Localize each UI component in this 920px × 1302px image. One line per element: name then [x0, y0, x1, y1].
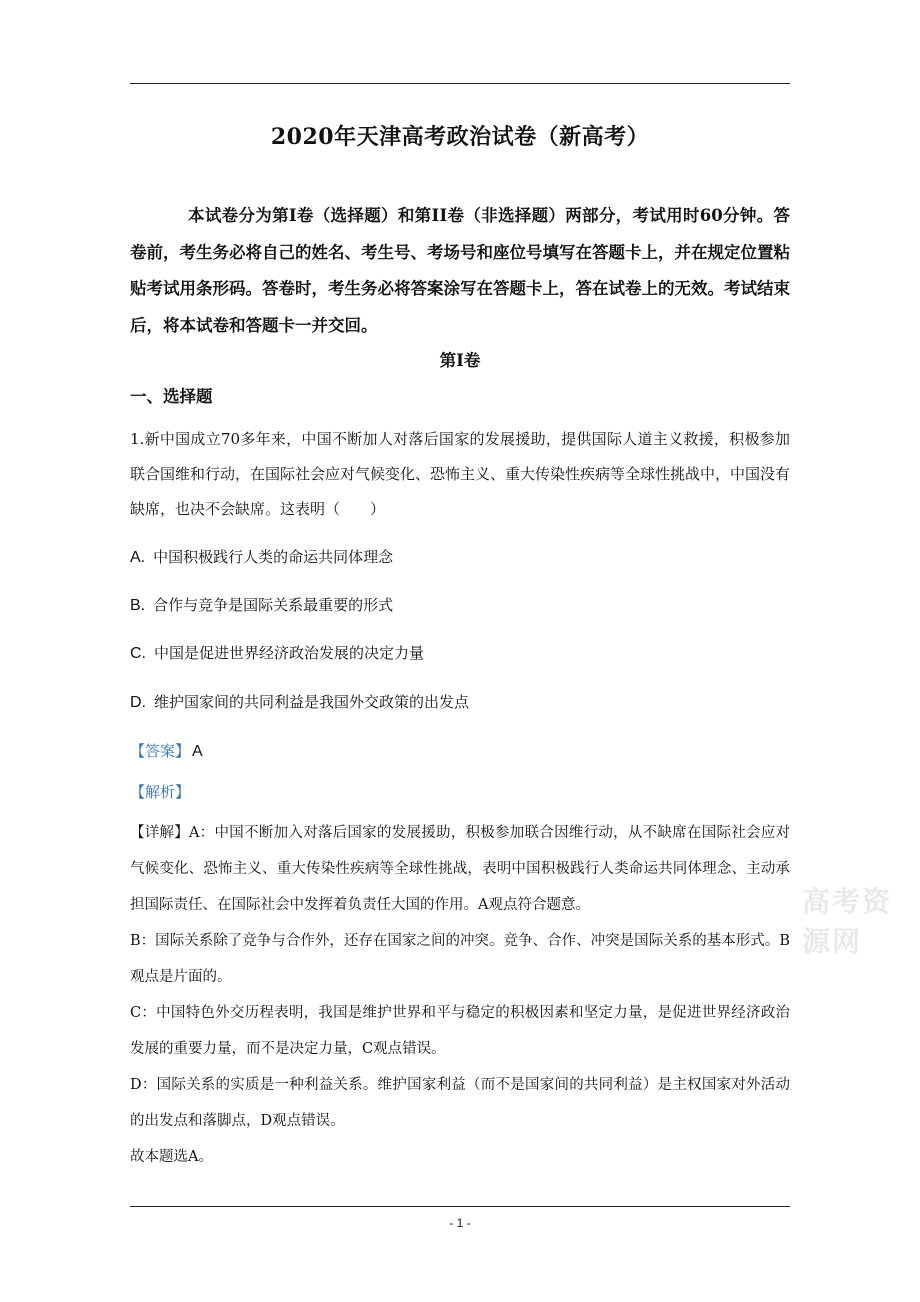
detail-paragraph: B：国际关系除了竞争与合作外，还存在国家之间的冲突。竞争、合作、冲突是国际关系的基本形式。B观点是片面的。: [130, 933, 790, 985]
option-letter: D.: [130, 694, 146, 711]
option-letter: C.: [130, 645, 146, 662]
option-text: 维护国家间的共同利益是我国外交政策的出发点: [154, 693, 470, 711]
detail-paragraph: C：中国特色外交历程表明，我国是维护世界和平与稳定的积极因素和坚定力量，是促进世界经济政治发展的重要力量，而不是决定力量，C观点错误。: [130, 1005, 790, 1057]
analysis-label: 【解析】: [130, 783, 191, 801]
exam-instructions: 本试卷分为第Ⅰ卷（选择题）和第ⅠI卷（非选择题）两部分，考试用时60分钟。答卷前，考生务必将自己的姓名、考生号、考场号和座位号填写在答题卡上，并在规定位置粘贴考试用条形码。答卷时，考生务必将答案涂写在答题卡上，答在试卷上的无效。考试结束后，将本试卷和答题卡一并交回。: [130, 206, 790, 335]
detail-paragraph: 故本题选A。: [130, 1149, 213, 1165]
option-a: [130, 545, 393, 570]
header-rule: [130, 83, 790, 84]
option-text: 合作与竞争是国际关系最重要的形式: [153, 596, 394, 614]
answer-line: [130, 739, 203, 764]
option-d: [130, 690, 469, 715]
question-stem: 1.新中国成立70多年来，中国不断加人对落后国家的发展援助，提供国际人道主义救援，积极参加联合国维和行动，在国际社会应对气候变化、恐怖主义、重大传染性疾病等全球性挑战中，中国没有缺席，也决不会缺席。这表明（ ）: [130, 430, 791, 518]
analysis-detail: [130, 815, 790, 1175]
footer-rule: [130, 1206, 790, 1207]
document-title: 2020年天津高考政治试卷（新高考）: [270, 124, 650, 150]
option-c: [130, 641, 424, 666]
option-letter: A.: [130, 549, 146, 566]
answer-label: 【答案】: [130, 742, 191, 760]
option-b: [130, 593, 393, 618]
section-heading: 一、选择题: [130, 387, 213, 406]
answer-value: A: [192, 743, 203, 760]
detail-paragraph: D：国际关系的实质是一种利益关系。维护国家利益（而不是国家间的共同利益）是主权国家对外活动的出发点和落脚点，D观点错误。: [130, 1077, 790, 1129]
page-number: - 1 -: [449, 1216, 471, 1230]
option-text: 中国是促进世界经济政治发展的决定力量: [154, 644, 425, 662]
watermark: 高考资源网: [802, 885, 893, 958]
option-text: 中国积极践行人类的命运共同体理念: [153, 548, 394, 566]
detail-paragraph: 【详解】A：中国不断加入对落后国家的发展援助，积极参加联合因维行动，从不缺席在国际社会应对气候变化、恐怖主义、重大传染性疾病等全球性挑战，表明中国积极践行人类命运共同体理念、主动承担国际责任、在国际社会中发挥着负责任大国的作用。A观点符合题意。: [130, 825, 790, 913]
analysis-line: [130, 780, 190, 804]
volume-heading: 第Ⅰ卷: [439, 351, 481, 370]
option-letter: B.: [130, 597, 146, 614]
